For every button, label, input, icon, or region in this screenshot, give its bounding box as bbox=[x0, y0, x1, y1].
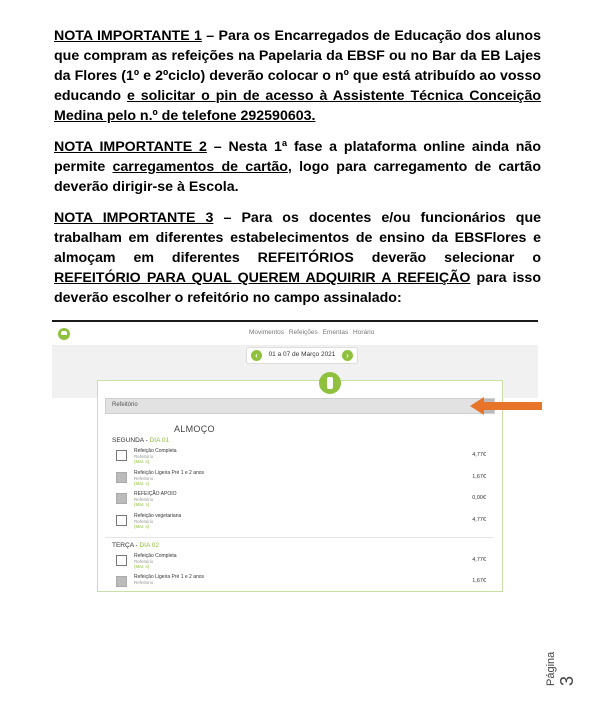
note-2-heading: NOTA IMPORTANTE 2 bbox=[54, 139, 207, 155]
refeitorio-select-label: Refeitório bbox=[112, 402, 138, 408]
day-name: TERÇA - bbox=[112, 542, 140, 549]
meal-location: Refeitório bbox=[134, 497, 154, 502]
meal-name: Refeição Completa bbox=[134, 448, 177, 454]
date-navigator bbox=[246, 347, 358, 364]
day-heading bbox=[112, 542, 159, 549]
meal-price: 0,00€ bbox=[472, 495, 486, 501]
meal-checkbox bbox=[116, 576, 127, 587]
meal-note: (Mar. s) bbox=[134, 481, 150, 486]
meal-price: 1,67€ bbox=[472, 474, 486, 480]
meal-price: 4,77€ bbox=[472, 452, 486, 458]
day-tag: DIA 01 bbox=[149, 437, 170, 444]
divider bbox=[105, 537, 493, 538]
nav-item-refeicoes[interactable]: Refeições bbox=[288, 329, 318, 336]
nav-item-horario[interactable]: Horário bbox=[353, 329, 375, 336]
meal-name: REFEIÇÃO APOIO bbox=[134, 491, 177, 497]
page-number bbox=[545, 651, 577, 686]
prev-week-arrow-icon[interactable]: ‹ bbox=[251, 350, 262, 361]
meal-checkbox[interactable] bbox=[116, 450, 127, 461]
nav-item-movimentos[interactable]: Movimentos bbox=[249, 329, 285, 336]
meal-price: 4,77€ bbox=[472, 517, 486, 523]
meal-price: 1,67€ bbox=[472, 578, 486, 584]
refeitorio-select[interactable] bbox=[105, 398, 495, 414]
embedded-screenshot bbox=[52, 320, 538, 585]
meal-name: Refeição Ligeira Pré 1 e 2 anos bbox=[134, 574, 205, 580]
meal-note: (Mar. s) bbox=[134, 502, 150, 507]
section-title: ALMOÇO bbox=[174, 424, 215, 434]
meal-note: (Mar. s) bbox=[134, 459, 150, 464]
note-1 bbox=[54, 26, 541, 126]
meal-note: (Mar. s) bbox=[134, 564, 150, 569]
meal-name: Refeição Ligeira Pré 1 e 2 anos bbox=[134, 470, 205, 476]
app-header bbox=[52, 323, 538, 346]
note-3-heading: NOTA IMPORTANTE 3 bbox=[54, 210, 214, 226]
meal-item bbox=[116, 491, 486, 513]
cutlery-icon bbox=[319, 372, 341, 394]
note-3-text-a: – Para os docentes e/ou funcionários que trabalham em diferentes estabelecimentos de ensino da EBSFlores e almoçam em diferentes REFEITÓRIOS deverão selecionar o bbox=[54, 210, 541, 266]
note-2-text-b: , logo para carregamento de cartão deverão dirigir-se à Escola. bbox=[54, 159, 541, 195]
nav-item-ementas[interactable]: Ementas bbox=[322, 329, 349, 336]
highlight-arrow-icon bbox=[470, 397, 542, 415]
note-2-text-a: – Nesta 1ª fase a plataforma online ainda não permite bbox=[54, 139, 541, 175]
divider bbox=[52, 320, 538, 322]
meal-item bbox=[116, 470, 486, 492]
meal-item[interactable] bbox=[116, 448, 486, 470]
meal-checkbox bbox=[116, 493, 127, 504]
meal-location: Refeitório bbox=[134, 580, 154, 585]
note-1-heading: NOTA IMPORTANTE 1 bbox=[54, 28, 202, 44]
note-2-underlined: carregamentos de cartão bbox=[112, 159, 288, 175]
meal-location: Refeitório bbox=[134, 454, 154, 459]
date-range: 01 a 07 de Março 2021 bbox=[268, 351, 336, 358]
note-1-underlined: e solicitar o pin de acesso à Assistente Técnica Conceição Medina pelo n.º de telefone 292590603. bbox=[54, 88, 542, 124]
meal-location: Refeitório bbox=[134, 559, 154, 564]
meal-location: Refeitório bbox=[134, 519, 154, 524]
meal-name: Refeição vegetariana bbox=[134, 513, 182, 519]
meal-checkbox[interactable] bbox=[116, 555, 127, 566]
meal-note: (Mar. s) bbox=[134, 524, 150, 529]
note-1-text: – Para os Encarregados de Educação dos alunos que compram as refeições na Papelaria da EBSF ou no Bar da EB Lajes da Flores (1º e 2ºciclo) deverão colocar o nº que está atribuído ao vosso educando bbox=[54, 28, 541, 104]
day-heading bbox=[112, 437, 169, 444]
meal-item[interactable] bbox=[116, 513, 486, 535]
meal-price: 4,77€ bbox=[472, 557, 486, 563]
note-3 bbox=[54, 208, 541, 308]
meal-checkbox[interactable] bbox=[116, 515, 127, 526]
meal-item bbox=[116, 574, 486, 596]
page-label: Página bbox=[545, 651, 557, 686]
app-logo-icon[interactable] bbox=[58, 328, 70, 340]
day-name: SEGUNDA - bbox=[112, 437, 150, 444]
page-number-value: 3 bbox=[557, 675, 577, 686]
meal-location: Refeitório bbox=[134, 476, 154, 481]
meal-checkbox bbox=[116, 472, 127, 483]
note-2 bbox=[54, 137, 541, 197]
next-week-arrow-icon[interactable]: › bbox=[342, 350, 353, 361]
nav-menu bbox=[249, 329, 377, 336]
meal-name: Refeição Completa bbox=[134, 553, 177, 559]
meal-item[interactable] bbox=[116, 553, 486, 575]
note-3-underlined: REFEITÓRIO PARA QUAL QUEREM ADQUIRIR A REFEIÇÃO bbox=[54, 270, 471, 286]
day-tag: DIA 02 bbox=[139, 542, 159, 549]
note-3-text-b: para isso deverão escolher o refeitório no campo assinalado: bbox=[54, 270, 541, 306]
